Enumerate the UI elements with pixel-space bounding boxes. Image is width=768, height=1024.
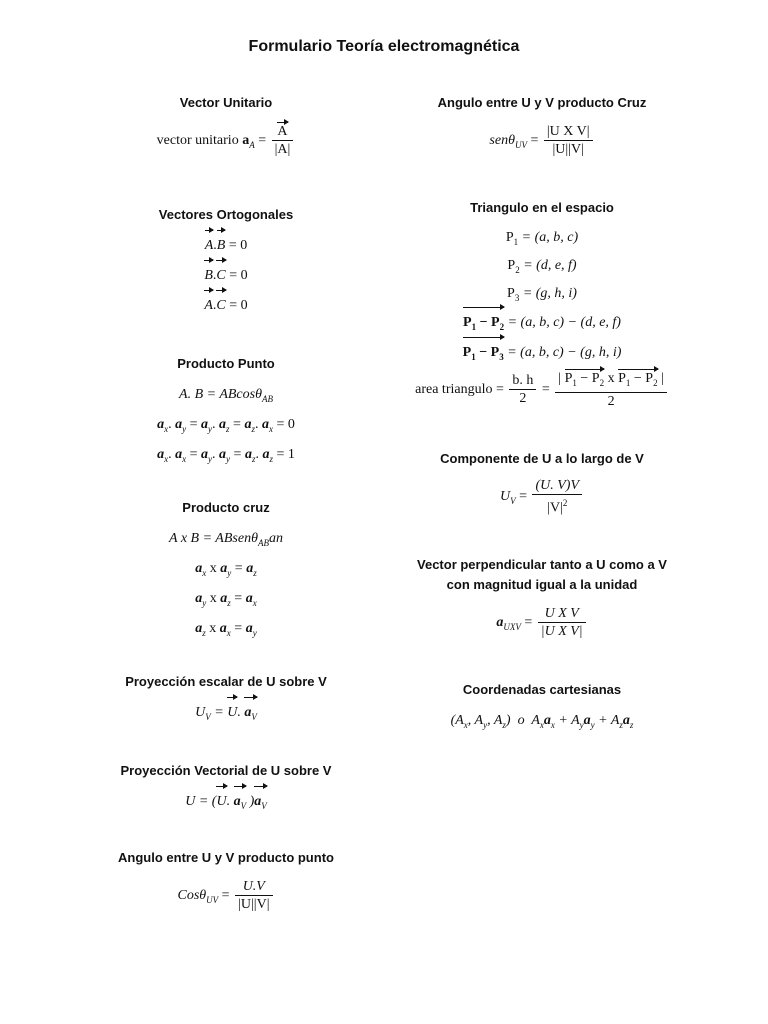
section-title: Producto Punto — [177, 356, 275, 371]
section-title: Coordenadas cartesianas — [462, 682, 622, 697]
section-proyeccion-vectorial — [76, 762, 376, 817]
section-title: Producto cruz — [182, 500, 270, 515]
section-title: Angulo entre U y V producto Cruz — [437, 95, 647, 110]
section-vector-perpendicular — [392, 556, 692, 645]
section-triangulo — [392, 199, 692, 412]
formula-dot-unit-zero: $a_x$. $a_y = a_y$. $a_z = a_z$. $a_x = 0$ — [157, 417, 295, 434]
formula-p3: $P_3 = (g$, h, i) — [507, 286, 577, 303]
formula-cross-zx: $a_z$ x $a_x = a_y$ — [195, 621, 257, 638]
formula-p1-minus-p3: $P_1 - P_3 = (a$, b, c) − (g, h, i) — [392, 338, 692, 368]
formula-vector-unitario: vector unitario $a_A$ = $\frac{A}{|A|}$ — [76, 119, 376, 163]
section-title: Componente de U a lo largo de V — [440, 451, 644, 466]
formula-cross-xy: $a_x$ x $a_y = a_z$ — [195, 561, 257, 578]
formula-dot-product: A. B = ABcosθ$_{AB}$ — [179, 387, 273, 404]
formula-cross-product: A x B = ABsenθ$_{AB}$an — [169, 531, 283, 548]
formula-ac-orthogonal: A.C = 0 — [76, 291, 376, 321]
formula-cartesian: ($A_x$, $A_y$, $A_z$) o $A_xa_x + A_ya_y + A_za_z$ — [450, 713, 634, 730]
section-vector-unitario — [76, 94, 376, 163]
formula-cross-yz: $a_y$ x $a_z = a_x$ — [195, 591, 257, 608]
section-vectores-ortogonales — [76, 206, 376, 321]
formula-bc-orthogonal: B.C = 0 — [76, 261, 376, 291]
section-angulo-cruz — [392, 94, 692, 163]
section-title: Vectores Ortogonales — [158, 207, 294, 222]
formula-area-triangulo: area triangulo = $\frac{b. h}{2}$ = $\frac{| P_1 - P_2 x P_1 - P_2 |}{2}$ — [392, 368, 692, 412]
section-title: Triangulo en el espacio — [470, 200, 614, 215]
formula-angle-cross: senθ$_{UV}$ = $\frac{\text{|U X V|}}{|U||V|}$ — [392, 119, 692, 163]
formula-p2: $P_2 = (d$, e, f) — [507, 258, 577, 275]
formula-p1: $P_1 = (a$, b, c) — [505, 230, 579, 247]
formula-p1-minus-p2: $P_1 - P_2 = (a$, b, c) − (d, e, f) — [392, 308, 692, 338]
section-title: Proyección escalar de U sobre V — [125, 674, 327, 689]
section-componente — [392, 450, 692, 519]
page-title: Formulario Teoría electromagnética — [248, 38, 520, 55]
section-title: Vector perpendicular tanto a U como a V — [417, 557, 667, 572]
formula-dot-unit-one: $a_x$. $a_x = a_y$. $a_y = a_z$. $a_z = 1$ — [157, 447, 295, 464]
formula-ab-orthogonal: A.B = 0 — [76, 231, 376, 261]
section-angulo-punto — [76, 849, 376, 918]
formula-scalar-projection: $U_V = U$. $a_V$ — [76, 698, 376, 728]
section-title: Proyección Vectorial de U sobre V — [120, 763, 332, 778]
section-title: Angulo entre U y V producto punto — [118, 850, 334, 865]
section-producto-punto — [76, 355, 376, 470]
section-coordenadas — [392, 681, 692, 736]
formula-vector-projection: U = (U. $a_V$ )$a_V$ — [76, 787, 376, 817]
section-title: Vector Unitario — [179, 95, 273, 110]
formula-component: $U_V$ = $\frac{(U. V)V}{|V|^2}$ — [392, 475, 692, 519]
formula-angle-dot: Cosθ$_{UV}$ = $\frac{U.V}{|U||V|}$ — [76, 874, 376, 918]
section-subtitle: con magnitud igual a la unidad — [446, 577, 638, 592]
formula-unit-normal: $a_{UXV}$ = $\frac{\text{U X V}}{\text{|U X V|}}$ — [392, 601, 692, 645]
section-proyeccion-escalar — [76, 673, 376, 728]
section-producto-cruz — [76, 499, 376, 644]
